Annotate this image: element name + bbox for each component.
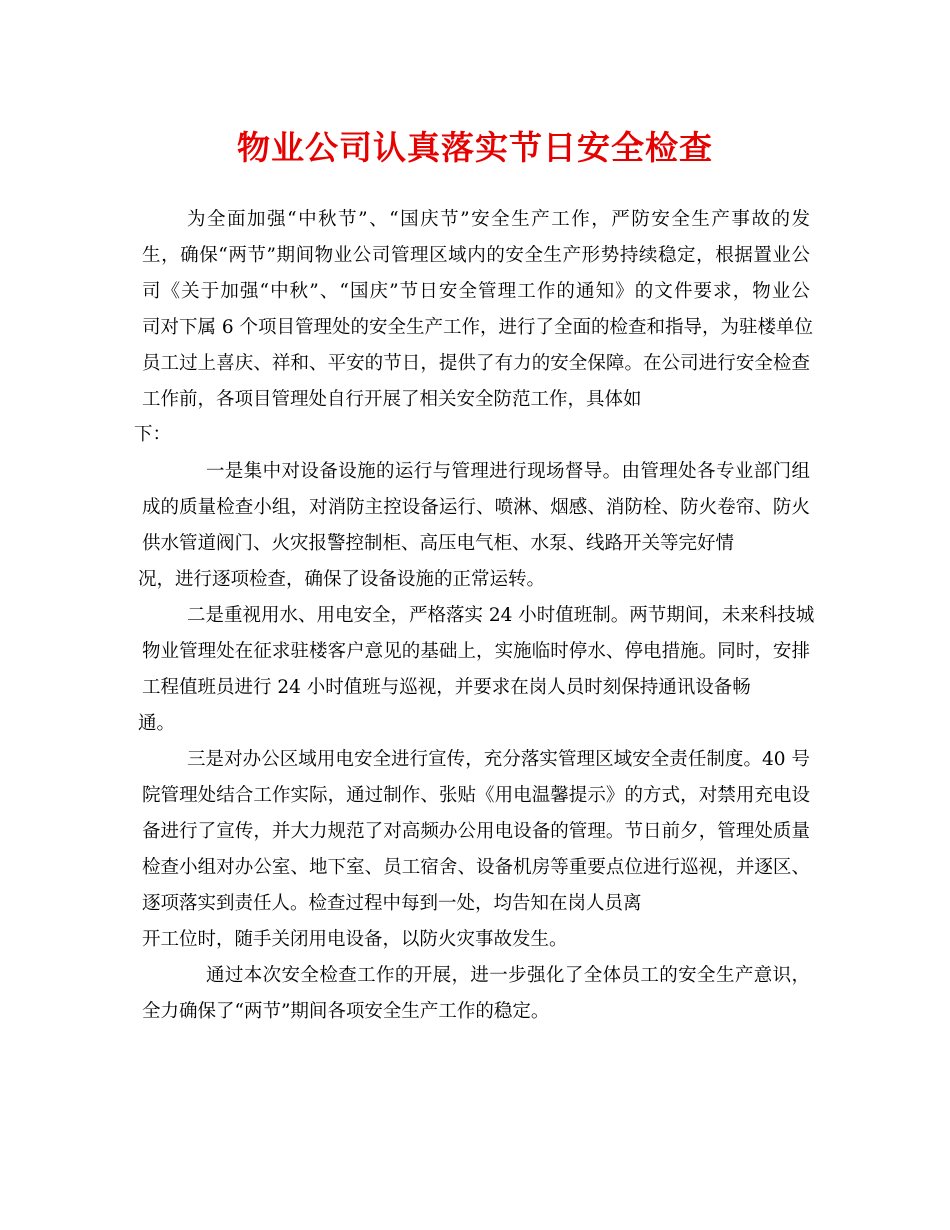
body-line: 二是重视用水、用电安全，严格落实 24 小时值班制。两节期间，未来科技城 <box>187 605 815 626</box>
document-title: 物业公司认真落实节日安全检查 <box>237 128 713 167</box>
body-line: 逐项落实到责任人。检查过程中每到一处，均告知在岗人员离 <box>142 893 642 914</box>
body-line: 通。 <box>138 713 176 734</box>
body-line: 供水管道阀门、火灾报警控制柜、高压电气柜、水泵、线路开关等完好情 <box>142 533 735 554</box>
body-line: 备进行了宣传，并大力规范了对高频办公用电设备的管理。节日前夕，管理处质量 <box>142 821 810 842</box>
body-line: 全力确保了“两节”期间各项安全生产工作的稳定。 <box>142 1001 550 1022</box>
body-line: 成的质量检查小组，对消防主控设备运行、喷淋、烟感、消防栓、防火卷帘、防火 <box>142 497 810 518</box>
body-line: 通过本次安全检查工作的开展，进一步强化了全体员工的安全生产意识， <box>206 965 810 986</box>
body-line: 检查小组对办公室、地下室、员工宿舍、设备机房等重要点位进行巡视，并逐区、 <box>142 857 810 878</box>
body-line: 一是集中对设备设施的运行与管理进行现场督导。由管理处各专业部门组 <box>206 461 810 482</box>
body-line: 物业管理处在征求驻楼客户意见的基础上，实施临时停水、停电措施。同时，安排 <box>142 641 810 662</box>
body-line: 为全面加强“中秋节”、“国庆节”安全生产工作，严防安全生产事故的发 <box>187 209 810 230</box>
body-line: 工程值班员进行 24 小时值班与巡视，并要求在岗人员时刻保持通讯设备畅 <box>142 677 751 698</box>
body-line: 司《关于加强“中秋”、“国庆”节日安全管理工作的通知》的文件要求，物业公 <box>142 281 810 302</box>
body-line: 工作前，各项目管理处自行开展了相关安全防范工作，具体如 <box>142 389 642 410</box>
body-line: 员工过上喜庆、祥和、平安的节日，提供了有力的安全保障。在公司进行安全检查 <box>142 353 810 374</box>
body-line: 开工位时，随手关闭用电设备，以防火灾事故发生。 <box>142 929 568 950</box>
body-line: 下： <box>134 424 172 445</box>
body-line: 三是对办公区域用电安全进行宣传，充分落实管理区域安全责任制度。40 号 <box>187 749 810 770</box>
body-line: 况，进行逐项检查，确保了设备设施的正常运转。 <box>138 569 546 590</box>
body-line: 司对下属 6 个项目管理处的安全生产工作，进行了全面的检查和指导，为驻楼单位 <box>142 317 814 338</box>
body-line: 院管理处结合工作实际，通过制作、张贴《用电温馨提示》的方式，对禁用充电设 <box>142 785 810 806</box>
body-line: 生，确保“两节”期间物业公司管理区域内的安全生产形势持续稳定，根据置业公 <box>142 245 810 266</box>
